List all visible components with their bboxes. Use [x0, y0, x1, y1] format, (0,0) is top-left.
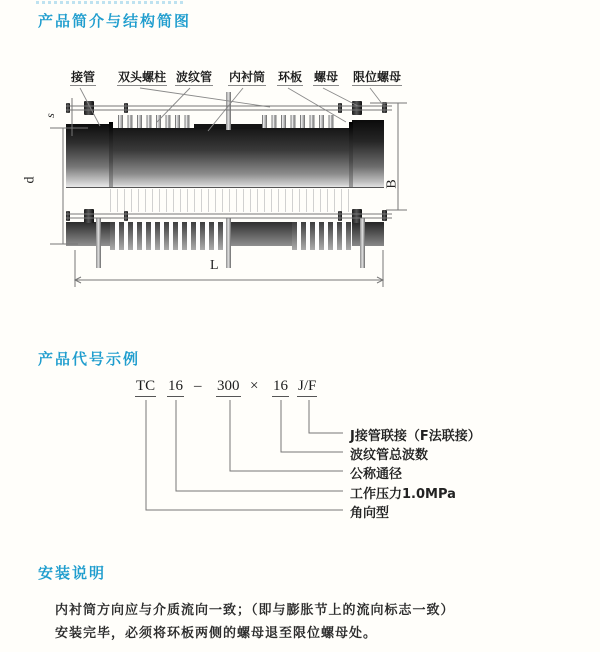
code-part-dash: –: [194, 378, 202, 394]
bellows-label: 波纹管: [176, 70, 213, 84]
code-part-pressure: 16: [167, 378, 184, 397]
annotation-connection: J接管联接（F法联接）: [350, 429, 481, 444]
limit-nut-label: 限位螺母: [353, 70, 402, 84]
inner-liner-label: 内衬筒: [229, 70, 266, 84]
dim-l-label: L: [210, 258, 219, 273]
dim-b-label: B: [384, 179, 400, 189]
installation-notes: [55, 599, 455, 645]
cutoff-text-strip: [36, 1, 186, 4]
annotation-diameter: 公称通径: [350, 467, 403, 482]
product-code-breakdown: [0, 376, 600, 536]
annotation-type: 角向型: [350, 506, 390, 521]
stud-bolt-label: 双头螺柱: [118, 70, 167, 84]
code-part-connection: J/F: [297, 378, 317, 397]
dim-d-label: d: [22, 176, 38, 184]
code-part-wavecount: 16: [272, 378, 289, 397]
nut-label: 螺母: [314, 70, 339, 84]
install-section-title: 安装说明: [38, 564, 107, 582]
code-connector-lines-graphic: [0, 376, 600, 536]
annotation-pressure: 工作压力1.0MPa: [350, 487, 456, 502]
code-part-diameter: 300: [216, 378, 241, 397]
code-part-times: ×: [250, 378, 259, 394]
annotation-wavecount: 波纹管总波数: [350, 448, 429, 463]
installation-line: 内衬筒方向应与介质流向一致；（即与膨胀节上的流向标志一致）: [55, 603, 455, 618]
connector-pipe-label: 接管: [71, 70, 96, 84]
ring-plate-label: 环板: [278, 70, 303, 84]
code-section-title: 产品代号示例: [38, 350, 141, 368]
intro-section-title: 产品简介与结构简图: [38, 12, 192, 30]
installation-line: 安装完毕，必须将环板两侧的螺母退至限位螺母处。: [55, 626, 378, 641]
dim-s-label: s: [42, 113, 57, 118]
code-part-type: TC: [135, 378, 156, 397]
expansion-joint-structure-diagram: [22, 60, 460, 310]
